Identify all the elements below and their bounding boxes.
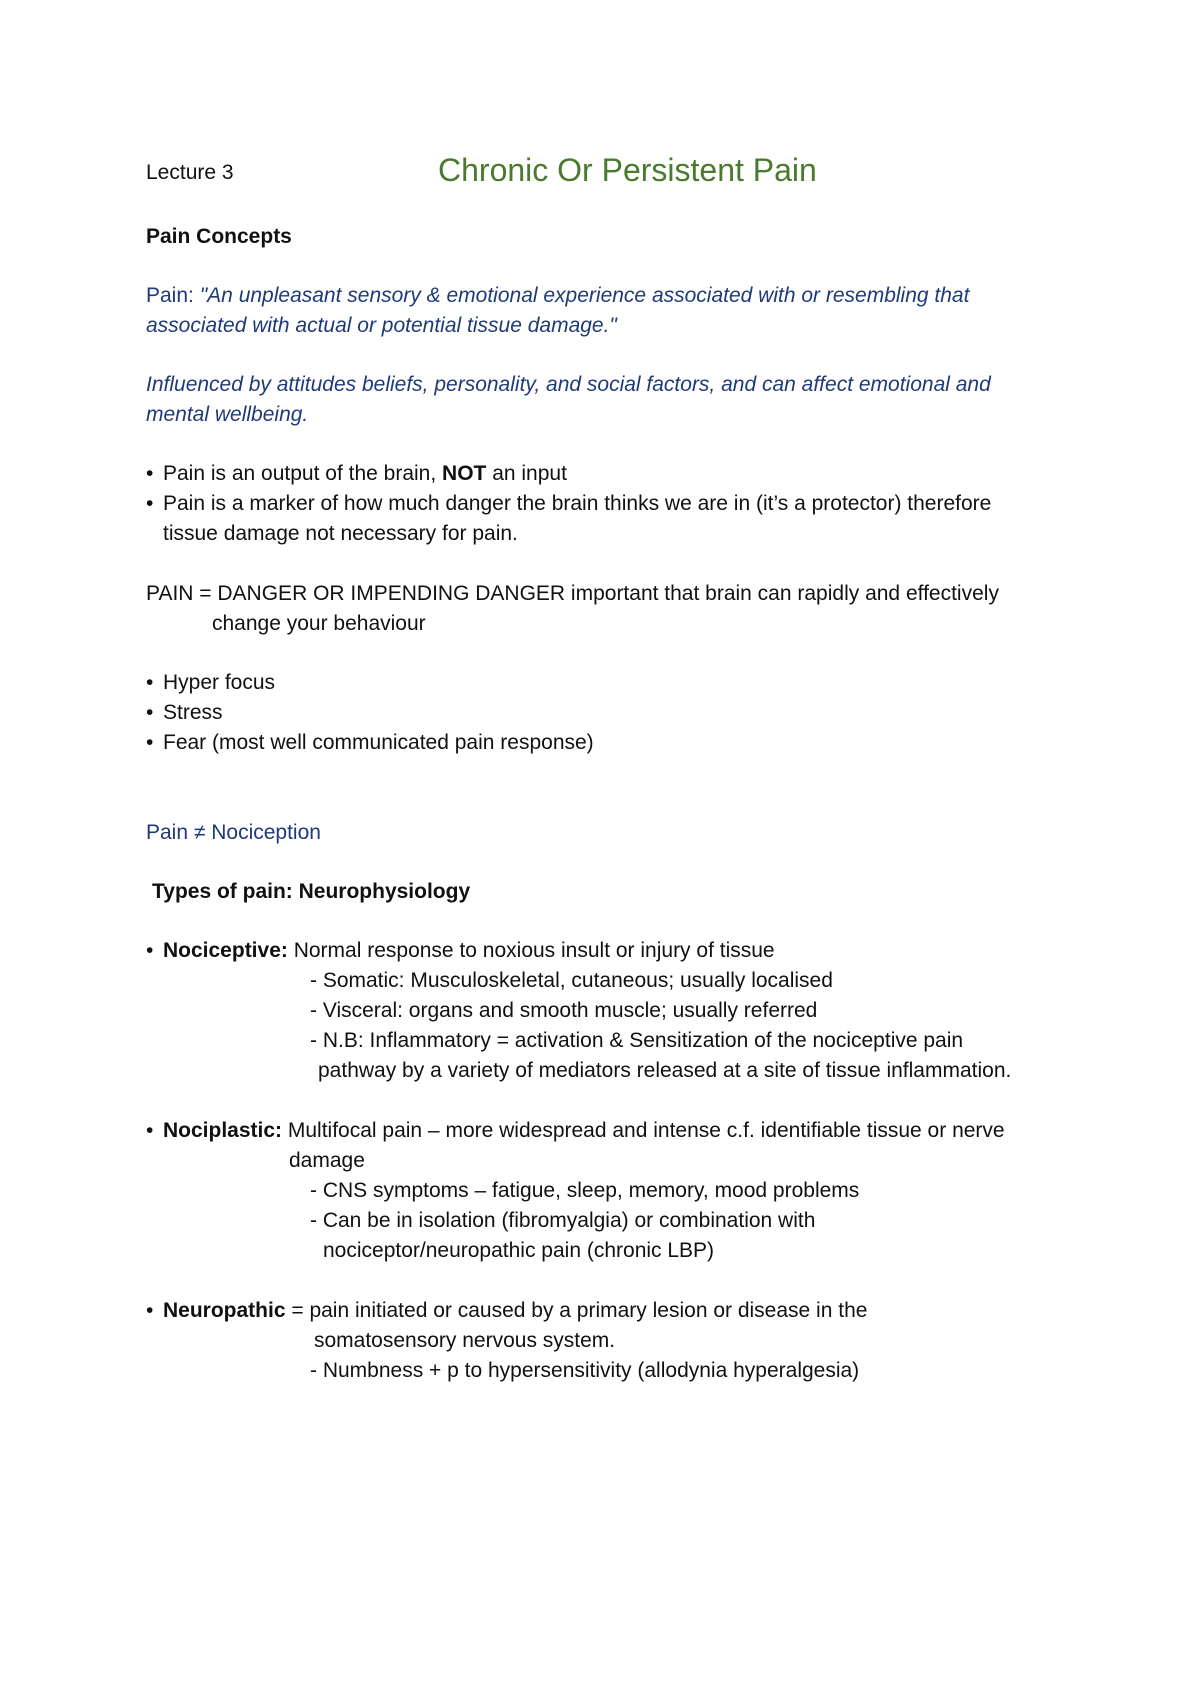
types-heading: Types of pain: Neurophysiology — [152, 880, 471, 903]
nociceptive-nb-line-1: - N.B: Inflammatory = activation & Sensitization of the nociceptive pain — [310, 1029, 964, 1052]
page-title: Chronic Or Persistent Pain — [438, 152, 817, 188]
danger-line-2: change your behaviour — [212, 612, 426, 635]
influenced-line-2: mental wellbeing. — [146, 403, 309, 426]
bullet-output-of-brain: • Pain is an output of the brain, NOT an input — [146, 462, 567, 485]
response-item: • Stress — [146, 701, 223, 724]
bullet-danger-marker-cont: tissue damage not necessary for pain. — [163, 522, 518, 545]
response-item: • Fear (most well communicated pain response) — [146, 731, 594, 754]
response-item: • Hyper focus — [146, 671, 276, 694]
nociceptive-visceral: - Visceral: organs and smooth muscle; usually referred — [310, 999, 818, 1022]
bullet-glyph: • — [146, 462, 154, 485]
pain-definition-line-1 — [146, 283, 969, 309]
nociplastic-label: Nociplastic: — [163, 1119, 283, 1142]
bullet-danger-marker: • Pain is a marker of how much danger the brain thinks we are in (it’s a protector) therefore — [146, 492, 992, 515]
nociceptive-line: • Nociceptive: Normal response to noxious insult or injury of tissue — [146, 939, 775, 962]
neuropathic-label: Neuropathic — [163, 1299, 286, 1322]
nociplastic-cns: - CNS symptoms – fatigue, sleep, memory, mood problems — [310, 1179, 860, 1202]
nociceptive-label: Nociceptive: — [163, 939, 288, 962]
nociceptive-somatic: - Somatic: Musculoskeletal, cutaneous; usually localised — [310, 969, 833, 992]
nociplastic-isolation-2: nociceptor/neuropathic pain (chronic LBP) — [323, 1239, 715, 1262]
nociception-heading: Pain ≠ Nociception — [146, 821, 321, 844]
nociplastic-isolation-1: - Can be in isolation (fibromyalgia) or combination with — [310, 1209, 816, 1232]
nociplastic-line-2: damage — [289, 1149, 365, 1172]
nociceptive-nb-line-2: pathway by a variety of mediators released at a site of tissue inflammation. — [318, 1059, 1012, 1082]
neuropathic-line: • Neuropathic = pain initiated or caused by a primary lesion or disease in the — [146, 1299, 868, 1322]
pain-definition-quote: "An unpleasant sensory & emotional experience associated with or resembling that — [199, 284, 970, 307]
pain-definition-line-2: associated with actual or potential tissue damage." — [146, 314, 617, 337]
neuropathic-numbness: - Numbness + p to hypersensitivity (allodynia hyperalgesia) — [310, 1359, 860, 1382]
section-heading-pain-concepts: Pain Concepts — [146, 225, 292, 248]
influenced-line-1: Influenced by attitudes beliefs, personality, and social factors, and can affect emotional and — [146, 373, 991, 396]
bullet-glyph: • — [146, 492, 154, 515]
lecture-number: Lecture 3 — [146, 161, 234, 184]
nociplastic-line: • Nociplastic: Multifocal pain – more widespread and intense c.f. identifiable tissue or nerve — [146, 1119, 1005, 1142]
neuropathic-line-2: somatosensory nervous system. — [314, 1329, 616, 1352]
pain-definition-label: Pain: — [146, 284, 194, 307]
danger-line-1: PAIN = DANGER OR IMPENDING DANGER important that brain can rapidly and effectively — [146, 582, 999, 605]
